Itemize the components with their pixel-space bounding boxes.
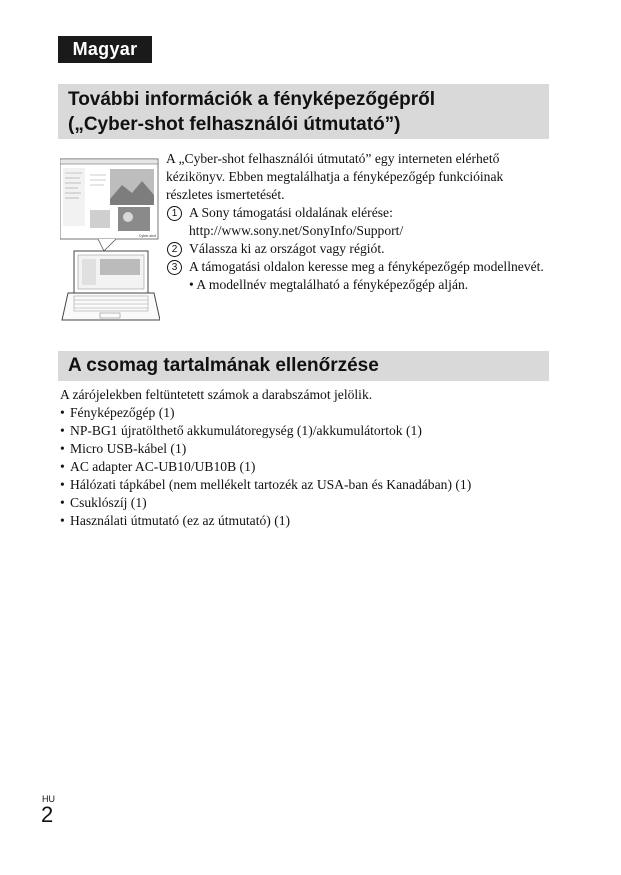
more-info-text (166, 150, 546, 294)
section-heading-line2: („Cyber-shot felhasználói útmutató”) (68, 114, 401, 135)
step-2-text: Válassza ki az országot vagy régiót. (189, 241, 385, 256)
list-item: • Micro USB-kábel (1) (60, 440, 550, 458)
step-number-2: 2 (167, 242, 182, 257)
steps-list (166, 204, 546, 276)
list-item: • Fényképezőgép (1) (60, 404, 550, 422)
page-language-code: HU (42, 794, 55, 804)
step-number-3: 3 (167, 260, 182, 275)
laptop-with-webpage-icon (60, 155, 160, 325)
model-name-note: • A modellnév megtalálható a fényképezőgép alján. (189, 277, 469, 292)
step-number-1: 1 (167, 206, 182, 221)
list-item: • Hálózati tápkábel (nem mellékelt tartozék az USA-ban és Kanadában) (1) (60, 476, 550, 494)
contents-intro: A zárójelekben feltüntetett számok a darabszámot jelölik. (60, 387, 373, 402)
svg-text:Cyber-shot: Cyber-shot (139, 234, 157, 238)
webpage-callout (60, 159, 158, 251)
step-1-text: A Sony támogatási oldalának elérése: (189, 205, 393, 220)
page-number: 2 (41, 802, 54, 827)
list-item: • Csuklószíj (1) (60, 494, 550, 512)
list-item: • Használati útmutató (ez az útmutató) (1) (60, 512, 550, 530)
laptop-icon (62, 251, 160, 320)
contents-list (60, 404, 550, 530)
step-1 (166, 204, 546, 240)
package-contents (60, 386, 550, 530)
language-tab: Magyar (58, 36, 152, 63)
support-url: http://www.sony.net/SonyInfo/Support/ (189, 223, 404, 238)
step-2 (166, 240, 546, 258)
step-3-text: A támogatási oldalon keresse meg a fényképezőgép modellnevét. (189, 259, 544, 274)
intro-paragraph: A „Cyber-shot felhasználói útmutató” egy interneten elérhető kézikönyv. Ebben megtalálhatja a fényképezőgép funkcióinak részletes ismertetését. (166, 151, 504, 202)
list-item: • AC adapter AC-UB10/UB10B (1) (60, 458, 550, 476)
step-3 (166, 258, 546, 276)
section-heading-more-info (58, 84, 549, 139)
section-heading-package-contents: A csomag tartalmának ellenőrzése (58, 351, 549, 381)
list-item: • NP-BG1 újratölthető akkumulátoregység (1)/akkumulátortok (1) (60, 422, 550, 440)
section-heading-line1: További információk a fényképezőgépről (68, 89, 436, 110)
